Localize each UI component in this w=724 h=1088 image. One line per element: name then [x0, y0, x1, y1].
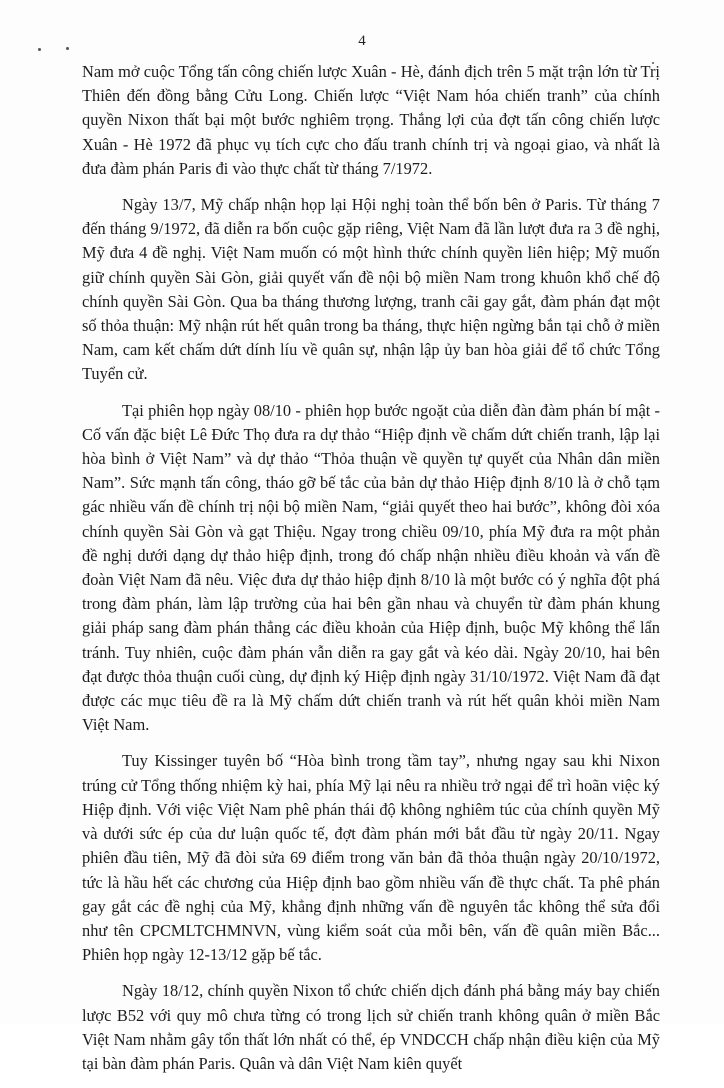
page-number: 4: [358, 33, 366, 49]
paragraph: Tuy Kissinger tuyên bố “Hòa bình trong tầm tay”, nhưng ngay sau khi Nixon trúng cử Tổng thống nhiệm kỳ hai, phía Mỹ lại nêu ra nhiều trở ngại để trì hoãn việc ký Hiệp định. Với việc Việt Nam phê phán thái độ không nghiêm túc của chính quyền Mỹ và dưới sức ép của dư luận quốc tế, đợt đàm phán mới bắt đầu từ ngày 20/11. Ngay phiên đầu tiên, Mỹ đã đòi sửa 69 điểm trong văn bản đã thỏa thuận ngày 20/10/1972, tức là hầu hết các chương của Hiệp định bao gồm nhiều vấn đề thực chất. Ta phê phán gay gắt các đề nghị của Mỹ, khẳng định những vấn đề nguyên tắc không thể sửa đổi như tên CPCMLTCHMNVN, vùng kiểm soát của mỗi bên, vấn đề quân miền Bắc... Phiên họp ngày 12-13/12 gặp bế tắc.: [82, 751, 660, 965]
paragraph: Tại phiên họp ngày 08/10 - phiên họp bước ngoặt của diễn đàn đàm phán bí mật - Cố vấn đặc biệt Lê Đức Thọ đưa ra dự thảo “Hiệp định về chấm dứt chiến tranh, lập lại hòa bình ở Việt Nam” và dự thảo “Thỏa thuận về quyền tự quyết của Nhân dân miền Nam”. Sức mạnh tấn công, tháo gỡ bế tắc của bản dự thảo Hiệp định 8/10 là ở chỗ tạm gác nhiều vấn đề chính trị nội bộ miền Nam, “giải quyết theo hai bước”, không đòi xóa chính quyền Sài Gòn và gạt Thiệu. Ngay trong chiều 09/10, phía Mỹ đưa ra một phản đề nghị dưới dạng dự thảo hiệp định, trong đó chấp nhận nhiều điều khoản và vấn đề đoàn Việt Nam đã nêu. Việc đưa dự thảo hiệp định 8/10 là một bước có ý nghĩa đột phá trong đàm phán, làm lập trường của hai bên gần nhau và chuyển từ đàm phán khung giải pháp sang đàm phán thẳng các điều khoản của Hiệp định, buộc Mỹ không thể lẩn tránh. Tuy nhiên, cuộc đàm phán vẫn diễn ra gay gắt và kéo dài. Ngày 20/10, hai bên đạt được thỏa thuận cuối cùng, dự định ký Hiệp định ngày 31/10/1972. Việt Nam đã đạt được các mục tiêu đề ra là Mỹ chấm dứt chiến tranh và rút hết quân khỏi miền Nam Việt Nam.: [82, 400, 660, 735]
paragraph: Nam mở cuộc Tổng tấn công chiến lược Xuân - Hè, đánh địch trên 5 mặt trận lớn từ Trị Thiên đến đồng bằng Cửu Long. Chiến lược “Việt Nam hóa chiến tranh” của chính quyền Nixon thất bại một bước nghiêm trọng. Thắng lợi của đợt tấn công chiến lược Xuân - Hè 1972 đã phục vụ tích cực cho đấu tranh chính trị và ngoại giao, và nhất là đưa đàm phán Paris đi vào thực chất từ tháng 7/1972.: [82, 62, 660, 178]
document-body: [82, 60, 660, 1088]
paragraph: Ngày 13/7, Mỹ chấp nhận họp lại Hội nghị toàn thể bốn bên ở Paris. Từ tháng 7 đến tháng 9/1972, đã diễn ra bốn cuộc gặp riêng, Việt Nam đã lần lượt đưa ra 3 đề nghị, Mỹ đưa 4 đề nghị. Việt Nam muốn có một hình thức chính quyền liên hiệp; Mỹ muốn giữ chính quyền Sài Gòn, giải quyết vấn đề nội bộ miền Nam trong khuôn khổ chế độ chính quyền Sài Gòn. Qua ba tháng thương lượng, tranh cãi gay gắt, đàm phán đạt một số thỏa thuận: Mỹ nhận rút hết quân trong ba tháng, thực hiện ngừng bắn tại chỗ ở miền Nam, cam kết chấm dứt dính líu về quân sự, nhận lập ủy ban hòa giải để tổ chức Tổng Tuyển cử.: [82, 195, 660, 384]
paragraph: Ngày 18/12, chính quyền Nixon tổ chức chiến dịch đánh phá bằng máy bay chiến lược B52 với quy mô chưa từng có trong lịch sử chiến tranh không quân ở miền Bắc Việt Nam nhằm gây tổn thất lớn nhất có thể, ép VNDCCH chấp nhận điều kiện của Mỹ tại bàn đàm phán Paris. Quân và dân Việt Nam kiên quyết: [82, 981, 660, 1073]
